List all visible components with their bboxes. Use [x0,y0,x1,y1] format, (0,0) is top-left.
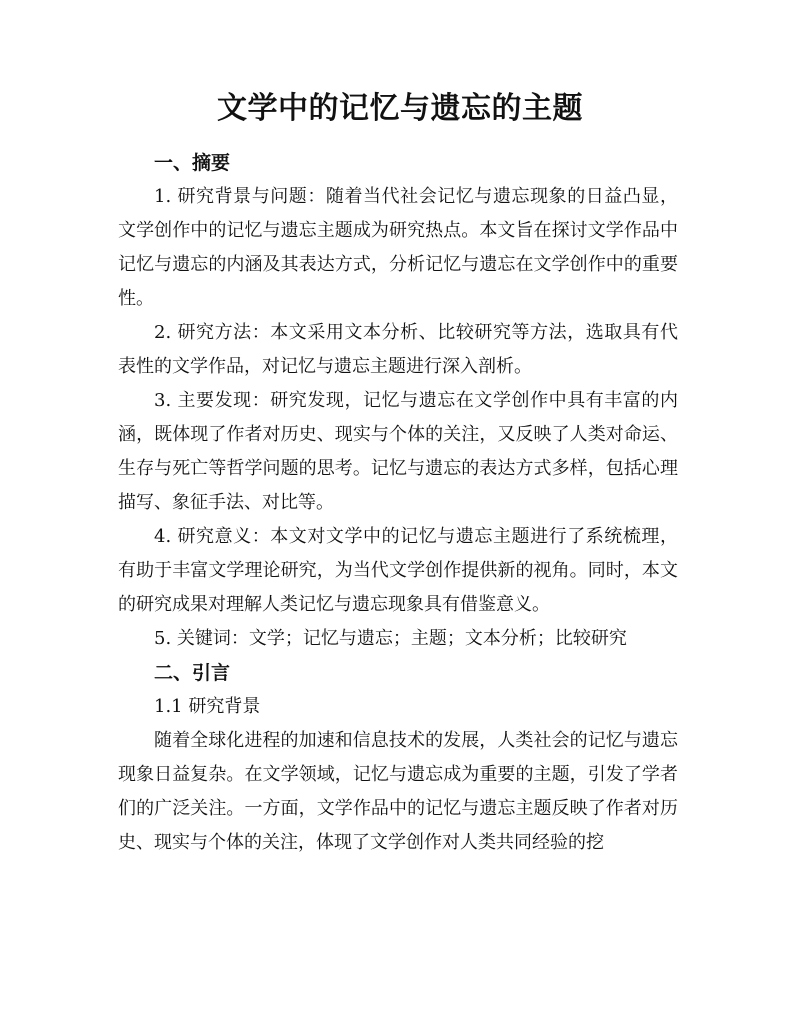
abstract-paragraph-background: 1. 研究背景与问题：随着当代社会记忆与遗忘现象的日益凸显，文学创作中的记忆与遗忘主题成为研究热点。本文旨在探讨文学作品中记忆与遗忘的内涵及其表达方式，分析记忆与遗忘在文学创作中的重要性。 [118,186,678,309]
document-body [118,146,678,860]
subsection-heading-background: 1.1 研究背景 [154,696,261,717]
abstract-paragraph-keywords: 5. 关键词：文学；记忆与遗忘；主题；文本分析；比较研究 [154,628,627,649]
abstract-paragraph-findings: 3. 主要发现：研究发现，记忆与遗忘在文学创作中具有丰富的内涵，既体现了作者对历史、现实与个体的关注，又反映了人类对命运、生存与死亡等哲学问题的思考。记忆与遗忘的表达方式多样，包括心理描写、象征手法、对比等。 [118,390,678,513]
abstract-paragraph-method: 2. 研究方法：本文采用文本分析、比较研究等方法，选取具有代表性的文学作品，对记忆与遗忘主题进行深入剖析。 [118,322,678,377]
document-title: 文学中的记忆与遗忘的主题 [217,91,583,126]
abstract-paragraph-significance: 4. 研究意义：本文对文学中的记忆与遗忘主题进行了系统梳理，有助于丰富文学理论研究，为当代文学创作提供新的视角。同时，本文的研究成果对理解人类记忆与遗忘现象具有借鉴意义。 [118,526,678,615]
section-heading-abstract: 一、摘要 [154,152,231,174]
section-heading-introduction: 二、引言 [154,662,231,684]
introduction-paragraph: 随着全球化进程的加速和信息技术的发展，人类社会的记忆与遗忘现象日益复杂。在文学领域，记忆与遗忘成为重要的主题，引发了学者们的广泛关注。一方面，文学作品中的记忆与遗忘主题反映了作者对历史、现实与个体的关注，体现了文学创作对人类共同经验的挖 [118,730,678,853]
